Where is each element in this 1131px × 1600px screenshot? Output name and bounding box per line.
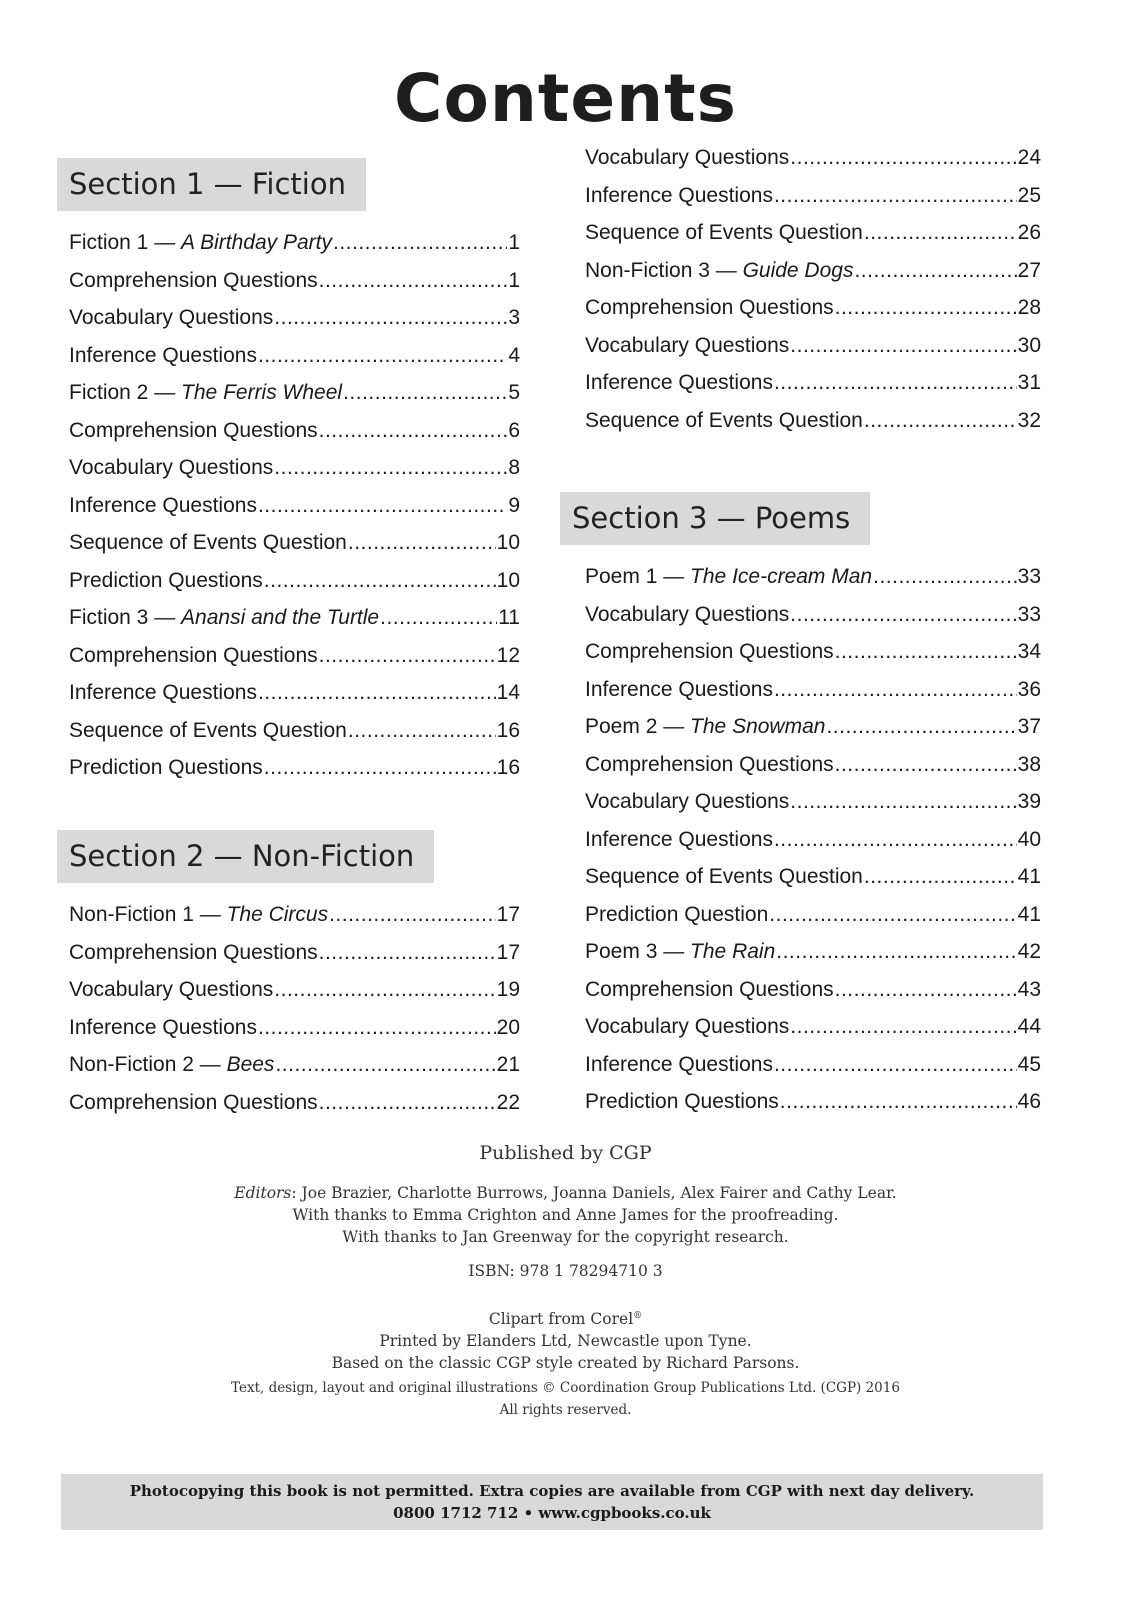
contents-entry — [573, 184, 1041, 222]
entry-title: Non-Fiction 2 — — [69, 1053, 227, 1076]
contents-entry — [57, 941, 520, 979]
dot-leader — [774, 184, 1017, 208]
page-number: 39 — [1017, 790, 1041, 813]
contents-entry — [573, 790, 1041, 828]
page-number: 44 — [1017, 1015, 1041, 1038]
dot-leader — [776, 940, 1016, 964]
entry-title: Inference Questions — [585, 827, 773, 851]
entry-label — [585, 184, 773, 208]
page-number: 28 — [1017, 296, 1041, 319]
contents-entry — [57, 456, 520, 494]
dot-leader — [264, 569, 496, 593]
page-number: 20 — [496, 1015, 520, 1039]
entry-label — [69, 1091, 318, 1115]
page-number: 1 — [508, 268, 520, 292]
page-number: 21 — [496, 1053, 520, 1076]
dot-leader — [319, 941, 496, 965]
page-number: 17 — [496, 903, 520, 926]
page-number: 41 — [1017, 865, 1041, 888]
entry-title: Poem 3 — — [585, 940, 691, 963]
entry-title: Inference Questions — [585, 1052, 773, 1076]
page-number: 6 — [508, 418, 520, 442]
contents-entry — [57, 306, 520, 344]
entry-label — [585, 1015, 789, 1039]
contents-entry — [57, 531, 520, 569]
contents-entry — [573, 640, 1041, 678]
page-number: 37 — [1017, 715, 1041, 738]
entry-title: Vocabulary Questions — [585, 146, 790, 169]
contact-line: 0800 1712 712 • www.cgpbooks.co.uk — [393, 1504, 711, 1522]
entry-label — [69, 494, 257, 518]
entry-label — [69, 419, 318, 443]
entry-label — [585, 1053, 773, 1077]
contents-entry — [573, 259, 1041, 297]
entry-italic-title: The Circus — [226, 903, 329, 926]
dot-leader — [274, 456, 507, 480]
entry-label — [585, 640, 834, 664]
entry-label — [585, 790, 789, 814]
contents-entry — [573, 1015, 1041, 1053]
credits — [0, 1182, 1131, 1248]
dot-leader — [319, 419, 508, 443]
entry-title: Comprehension Questions — [69, 268, 318, 292]
entry-label — [585, 828, 773, 852]
entry-title: Sequence of Events Question — [69, 718, 347, 742]
entry-title: Comprehension Questions — [585, 977, 834, 1001]
published-by: Published by CGP — [479, 1142, 652, 1164]
entry-title: Sequence of Events Question — [69, 531, 347, 554]
entry-label — [585, 603, 789, 627]
contents-entry — [57, 1053, 520, 1091]
section-2-title: Section 2 — Non-Fiction — [69, 839, 415, 873]
entry-label — [69, 569, 263, 593]
page-number: 26 — [1017, 221, 1041, 244]
page-number: 25 — [1017, 183, 1041, 207]
page-number: 40 — [1017, 827, 1041, 851]
page-number: 16 — [496, 718, 520, 742]
page-number: 8 — [508, 456, 520, 479]
dot-leader — [790, 146, 1016, 170]
dot-leader — [774, 678, 1017, 702]
editors-label: Editors — [234, 1184, 292, 1202]
printed-by: Printed by Elanders Ltd, Newcastle upon Tyne. — [379, 1332, 752, 1351]
page-number: 33 — [1017, 602, 1041, 626]
contents-entry — [573, 334, 1041, 372]
thanks-copyright: With thanks to Jan Greenway for the copyright research. — [342, 1228, 789, 1246]
entry-title: Inference Questions — [585, 677, 773, 701]
entry-label — [69, 531, 347, 555]
entry-title: Vocabulary Questions — [585, 333, 790, 357]
dot-leader — [826, 715, 1016, 739]
entry-italic-title: Guide Dogs — [742, 258, 854, 282]
entry-label — [585, 334, 789, 358]
print-credits — [0, 1305, 1131, 1374]
entry-label — [69, 756, 263, 780]
entry-label — [69, 231, 332, 255]
contents-entry — [573, 221, 1041, 259]
dot-leader — [769, 903, 1016, 927]
entry-label — [69, 941, 318, 965]
copyright-line: Text, design, layout and original illustrations © Coordination Group Publications Ltd. (CGP) 2016 — [231, 1380, 900, 1396]
contents-entry — [573, 828, 1041, 866]
dot-leader — [790, 1015, 1016, 1039]
clipart-text: Clipart from Corel — [488, 1310, 634, 1329]
contents-entry — [573, 753, 1041, 791]
page-number: 32 — [1017, 408, 1041, 432]
section-3-heading — [560, 492, 870, 545]
dot-leader — [774, 828, 1017, 852]
entry-label — [585, 678, 773, 702]
section-2-continued — [573, 146, 1041, 446]
contents-entry — [573, 903, 1041, 941]
entry-label — [585, 940, 775, 964]
dot-leader — [835, 978, 1017, 1002]
entry-title: Inference Questions — [585, 183, 773, 207]
contents-entry — [57, 494, 520, 532]
dot-leader — [274, 978, 495, 1002]
dot-leader — [329, 903, 496, 927]
page-number: 34 — [1017, 640, 1041, 663]
entry-title: Sequence of Events Question — [585, 221, 863, 244]
dot-leader — [790, 603, 1016, 627]
entry-label — [585, 259, 853, 283]
entry-label — [585, 865, 863, 889]
footer-bar — [61, 1474, 1043, 1530]
entry-title: Comprehension Questions — [585, 752, 834, 776]
entry-title: Prediction Question — [585, 902, 769, 926]
dot-leader — [348, 719, 496, 743]
dot-leader — [774, 1053, 1017, 1077]
entry-italic-title: The Rain — [690, 940, 776, 963]
dot-leader — [780, 1090, 1017, 1114]
page-number: 1 — [508, 231, 520, 254]
entry-title: Sequence of Events Question — [585, 865, 863, 888]
dot-leader — [343, 381, 507, 405]
entry-label — [585, 146, 789, 170]
dot-leader — [380, 606, 497, 630]
page-number: 38 — [1017, 752, 1041, 776]
contents-entry — [57, 419, 520, 457]
contents-entry — [573, 296, 1041, 334]
dot-leader — [774, 371, 1017, 395]
page-number: 16 — [496, 756, 520, 779]
dot-leader — [333, 231, 507, 255]
entry-title: Comprehension Questions — [585, 640, 834, 663]
section-2-heading — [57, 830, 434, 883]
entry-label — [585, 715, 825, 739]
contents-entry — [573, 1090, 1041, 1128]
entry-label — [585, 409, 863, 433]
dot-leader — [348, 531, 496, 555]
page-number: 45 — [1017, 1052, 1041, 1076]
entry-title: Vocabulary Questions — [585, 602, 790, 626]
page-number: 30 — [1017, 333, 1041, 357]
contents-entry — [573, 371, 1041, 409]
page-number: 17 — [496, 940, 520, 964]
section-3-entries — [573, 565, 1041, 1128]
section-1 — [57, 158, 520, 794]
dot-leader — [864, 409, 1017, 433]
contents-entry — [57, 978, 520, 1016]
contents-entry — [57, 381, 520, 419]
dot-leader — [264, 756, 496, 780]
entry-label — [69, 269, 318, 293]
contents-entry — [57, 569, 520, 607]
page-number: 31 — [1017, 371, 1041, 394]
dot-leader — [258, 344, 507, 368]
entry-title: Comprehension Questions — [69, 643, 318, 667]
entry-label — [585, 371, 773, 395]
page-number: 10 — [496, 531, 520, 554]
contents-entry — [573, 978, 1041, 1016]
clipart-line — [0, 1305, 1131, 1330]
entry-title: Comprehension Questions — [69, 1090, 318, 1114]
entry-label — [585, 978, 834, 1002]
entry-title: Comprehension Questions — [69, 940, 318, 964]
page-number: 22 — [496, 1090, 520, 1114]
entry-title: Poem 2 — — [585, 715, 691, 738]
entry-label — [69, 719, 347, 743]
entry-title: Fiction 3 — — [69, 606, 182, 629]
entry-title: Vocabulary Questions — [69, 978, 274, 1001]
photocopy-notice: Photocopying this book is not permitted. Extra copies are available from CGP with next day delivery. — [129, 1482, 975, 1500]
entry-label — [585, 296, 834, 320]
page-number: 9 — [508, 493, 520, 517]
dot-leader — [854, 259, 1016, 283]
contents-entry — [57, 719, 520, 757]
rights-line: All rights reserved. — [499, 1402, 632, 1418]
entry-title: Prediction Questions — [69, 568, 263, 592]
entry-title: Inference Questions — [69, 681, 257, 704]
editors-line — [0, 1182, 1131, 1204]
copyright-block — [0, 1377, 1131, 1421]
dot-leader — [835, 753, 1017, 777]
dot-leader — [864, 221, 1017, 245]
page-number: 43 — [1017, 977, 1041, 1001]
dot-leader — [790, 334, 1016, 358]
entry-italic-title: The Ferris Wheel — [181, 381, 343, 404]
page-number: 12 — [496, 643, 520, 667]
dot-leader — [319, 644, 496, 668]
contents-entry — [57, 644, 520, 682]
entry-title: Poem 1 — — [585, 565, 691, 588]
entry-label — [69, 644, 318, 668]
contents-entry — [57, 681, 520, 719]
section-2-entries — [57, 903, 520, 1128]
contents-entry — [573, 678, 1041, 716]
dot-leader — [835, 640, 1017, 664]
page-title: Contents — [394, 60, 737, 137]
entry-title: Comprehension Questions — [585, 296, 834, 319]
entry-title: Comprehension Questions — [69, 418, 318, 442]
entry-italic-title: A Birthday Party — [181, 231, 332, 254]
page-number: 19 — [496, 978, 520, 1001]
entry-label — [69, 903, 328, 927]
section-2 — [57, 830, 520, 1128]
page-number: 46 — [1017, 1090, 1041, 1113]
entry-label — [585, 903, 768, 927]
editors-names: : Joe Brazier, Charlotte Burrows, Joanna Daniels, Alex Fairer and Cathy Lear. — [291, 1184, 897, 1202]
entry-italic-title: The Snowman — [690, 715, 826, 738]
dot-leader — [790, 790, 1016, 814]
entry-label — [69, 978, 273, 1002]
entry-label — [69, 606, 379, 630]
page-number: 11 — [498, 606, 520, 629]
contents-entry — [57, 269, 520, 307]
entry-title: Non-Fiction 3 — — [585, 258, 743, 282]
page-number: 24 — [1017, 146, 1041, 169]
entry-title: Inference Questions — [69, 1015, 257, 1039]
entry-italic-title: Bees — [226, 1053, 275, 1076]
entry-title: Inference Questions — [69, 493, 257, 517]
entry-title: Prediction Questions — [585, 1090, 779, 1113]
contents-entry — [57, 231, 520, 269]
dot-leader — [319, 1091, 496, 1115]
entry-label — [585, 221, 863, 245]
page-number: 4 — [508, 343, 520, 367]
entry-title: Inference Questions — [69, 343, 257, 367]
page-number: 42 — [1017, 940, 1041, 963]
entry-label — [69, 1016, 257, 1040]
page-number: 27 — [1017, 258, 1041, 282]
entry-label — [69, 1053, 274, 1077]
dot-leader — [258, 494, 507, 518]
entry-title: Non-Fiction 1 — — [69, 903, 227, 926]
contents-entry — [573, 409, 1041, 447]
section-3-title: Section 3 — Poems — [572, 501, 851, 535]
dot-leader — [319, 269, 508, 293]
entry-label — [69, 381, 342, 405]
page-number: 5 — [508, 381, 520, 404]
isbn: ISBN: 978 1 78294710 3 — [468, 1262, 663, 1280]
entry-label — [69, 456, 273, 480]
page-number: 41 — [1017, 902, 1041, 926]
entry-label — [69, 344, 257, 368]
section-1-heading — [57, 158, 366, 211]
contents-entry — [573, 565, 1041, 603]
entry-title: Fiction 2 — — [69, 381, 182, 404]
entry-title: Vocabulary Questions — [585, 790, 790, 813]
entry-italic-title: Anansi and the Turtle — [181, 606, 380, 629]
entry-italic-title: The Ice-cream Man — [690, 565, 873, 588]
contents-entry — [57, 1091, 520, 1129]
contents-entry — [573, 1053, 1041, 1091]
section-1-title: Section 1 — Fiction — [69, 167, 346, 201]
contents-entry — [573, 940, 1041, 978]
page-number: 10 — [496, 568, 520, 592]
entry-label — [585, 753, 834, 777]
entry-title: Prediction Questions — [69, 756, 263, 779]
contents-entry — [57, 344, 520, 382]
section-1-entries — [57, 231, 520, 794]
entry-label — [585, 1090, 779, 1114]
contents-entry — [57, 903, 520, 941]
dot-leader — [835, 296, 1017, 320]
entry-label — [585, 565, 872, 589]
contents-entry — [57, 606, 520, 644]
registered-mark: ® — [633, 1311, 643, 1321]
entry-title: Vocabulary Questions — [69, 306, 274, 329]
entry-title: Inference Questions — [585, 371, 773, 394]
page-number: 3 — [508, 306, 520, 329]
section-2-continued-entries — [573, 146, 1041, 446]
page-number: 33 — [1017, 565, 1041, 588]
entry-title: Fiction 1 — — [69, 231, 182, 254]
dot-leader — [274, 306, 507, 330]
entry-title: Vocabulary Questions — [69, 456, 274, 479]
page-number: 36 — [1017, 677, 1041, 701]
dot-leader — [864, 865, 1017, 889]
based-on: Based on the classic CGP style created by Richard Parsons. — [331, 1354, 800, 1373]
entry-label — [69, 681, 257, 705]
contents-entry — [573, 146, 1041, 184]
entry-title: Sequence of Events Question — [585, 408, 863, 432]
dot-leader — [873, 565, 1017, 589]
thanks-proofreading: With thanks to Emma Crighton and Anne James for the proofreading. — [292, 1206, 839, 1224]
dot-leader — [258, 681, 496, 705]
dot-leader — [258, 1016, 496, 1040]
contents-entry — [573, 715, 1041, 753]
entry-label — [69, 306, 273, 330]
page-number: 14 — [496, 681, 520, 704]
contents-entry — [573, 865, 1041, 903]
contents-entry — [57, 756, 520, 794]
entry-title: Vocabulary Questions — [585, 1015, 790, 1038]
contents-entry — [57, 1016, 520, 1054]
section-3 — [573, 492, 1041, 1128]
contents-entry — [573, 603, 1041, 641]
dot-leader — [275, 1053, 495, 1077]
